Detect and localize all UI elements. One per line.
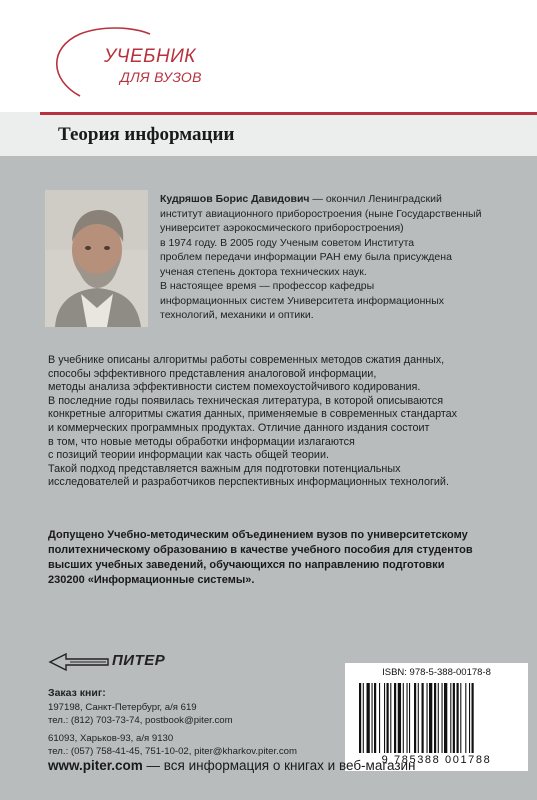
series-logo-line2: ДЛЯ ВУЗОВ	[120, 69, 202, 85]
book-description	[48, 354, 518, 490]
approval-line: Допущено Учебно-методическим объединением вузов по университетскому	[48, 529, 468, 541]
contact-line: тел.: (057) 758-41-45, 751-10-02, piter@kharkov.piter.com	[48, 745, 297, 757]
author-bio	[160, 192, 490, 323]
author-bio-line: ученая степень доктора технических наук.	[160, 265, 367, 278]
approval-statement	[48, 528, 523, 588]
isbn-text: ISBN: 978-5-388-00178-8	[382, 667, 491, 678]
title-divider	[40, 112, 537, 115]
author-bio-line-1: Кудряшов Борис Давидович — окончил Ленинградский	[160, 193, 442, 205]
author-photo	[45, 190, 148, 327]
contact-line: тел.: (812) 703-73-74, postbook@piter.com	[48, 714, 233, 726]
description-line: В учебнике описаны алгоритмы работы современных методов сжатия данных,	[48, 354, 445, 366]
author-bio-line: проблем передачи информации РАН ему была присуждена	[160, 251, 452, 263]
description-line: исследователей и разработчиков перспективных информационных технологий.	[48, 476, 449, 489]
description-line: методы анализа эффективности систем помехоустойчивого кодирования.	[48, 381, 421, 394]
contact-line: 61093, Харьков-93, а/я 9130	[48, 733, 174, 745]
series-logo-line1: УЧЕБНИК	[104, 46, 196, 67]
barcode-block	[345, 663, 528, 771]
publisher-website	[48, 758, 416, 773]
contact-line: 197198, Санкт-Петербург, а/я 619	[48, 702, 197, 713]
author-bio-line: технологий, механики и оптики.	[160, 309, 314, 321]
description-line: с позиций теории информации как часть общей теории.	[48, 449, 329, 462]
author-name: Кудряшов Борис Давидович	[160, 193, 310, 205]
approval-line: политехническому образованию в качестве учебного пособия для студентов	[48, 544, 473, 556]
approval-line: высших учебных заведений, обучающихся по направлению подготовки	[48, 559, 445, 571]
description-line: Такой подход представляется важным для подготовки потенциальных	[48, 462, 401, 475]
publisher-logo-text: ПИТЕР	[112, 652, 166, 669]
publisher-contacts	[48, 702, 297, 758]
description-line: в том, что новые методы обработки информации излагаются	[48, 435, 355, 448]
barcode-icon	[359, 683, 514, 753]
series-logo	[40, 20, 220, 100]
author-bio-line: университет аэрокосмического приборостроения)	[160, 222, 404, 234]
book-title: Теория информации	[58, 124, 235, 145]
author-bio-line: В настоящее время — профессор кафедры	[160, 280, 375, 292]
publisher-arrow-icon	[48, 652, 110, 672]
website-tagline: — вся информация о книгах и веб-магазин	[142, 758, 416, 773]
author-bio-line: информационных систем Университета информационных	[160, 294, 445, 307]
description-line: и коммерческих программных продуктах. Отличие данного издания состоит	[48, 421, 430, 434]
description-line: конкретные алгоритмы сжатия данных, применяемые в современных стандартах	[48, 408, 458, 421]
author-bio-line: в 1974 году. В 2005 году Ученым советом Института	[160, 236, 415, 249]
cover-top-band	[0, 0, 537, 112]
barcode-digits: 9 785388 001788	[381, 754, 492, 766]
publisher-logo	[48, 652, 166, 672]
approval-line: 230200 «Информационные системы».	[48, 574, 255, 586]
description-line: способы эффективного представления аналоговой информации,	[48, 367, 377, 380]
description-line: В последние годы появилась техническая литература, в которой описываются	[48, 394, 444, 407]
website-link[interactable]: www.piter.com	[48, 758, 143, 773]
author-bio-line: институт авиационного приборостроения (ныне Государственный	[160, 207, 482, 220]
order-label: Заказ книг:	[48, 687, 106, 699]
